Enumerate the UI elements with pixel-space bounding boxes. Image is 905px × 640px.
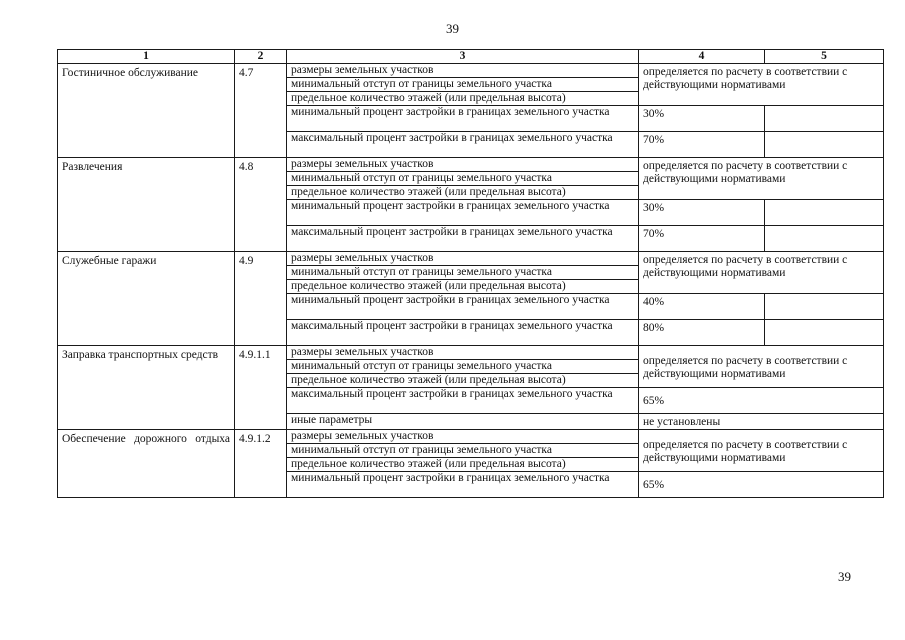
param-cell: максимальный процент застройки в границах земельного участка <box>287 132 639 158</box>
empty-cell <box>765 200 884 226</box>
param-cell: минимальный отступ от границы земельного участка <box>287 266 639 280</box>
param-cell: минимальный отступ от границы земельного участка <box>287 78 639 92</box>
land-use-name: Развлечения <box>58 158 235 252</box>
table-row <box>58 158 884 172</box>
param-cell: предельное количество этажей (или предельная высота) <box>287 458 639 472</box>
param-cell: размеры земельных участков <box>287 346 639 360</box>
merged-value-cell: определяется по расчету в соответствии с действующими нормативами <box>639 158 884 200</box>
param-cell: размеры земельных участков <box>287 430 639 444</box>
value-cell: 30% <box>639 106 765 132</box>
merged-value-cell: определяется по расчету в соответствии с действующими нормативами <box>639 346 884 388</box>
param-cell: размеры земельных участков <box>287 158 639 172</box>
empty-cell <box>765 132 884 158</box>
param-cell: размеры земельных участков <box>287 64 639 78</box>
param-cell: предельное количество этажей (или предельная высота) <box>287 186 639 200</box>
empty-cell <box>765 320 884 346</box>
value-cell: 80% <box>639 320 765 346</box>
param-cell: иные параметры <box>287 414 639 430</box>
land-use-name: Обеспечение дорожного отдыха <box>58 430 235 498</box>
land-use-code: 4.9.1.2 <box>235 430 287 498</box>
param-cell: минимальный отступ от границы земельного участка <box>287 172 639 186</box>
land-use-name: Служебные гаражи <box>58 252 235 346</box>
land-use-code: 4.9.1.1 <box>235 346 287 430</box>
merged-value-cell: определяется по расчету в соответствии с действующими нормативами <box>639 430 884 472</box>
value-cell: 40% <box>639 294 765 320</box>
param-cell: максимальный процент застройки в границах земельного участка <box>287 226 639 252</box>
param-cell: минимальный процент застройки в границах земельного участка <box>287 294 639 320</box>
land-use-name: Заправка транспортных средств <box>58 346 235 430</box>
param-cell: предельное количество этажей (или предельная высота) <box>287 92 639 106</box>
header-row <box>58 50 884 64</box>
empty-cell <box>765 294 884 320</box>
page-number-top: 39 <box>446 21 459 36</box>
param-cell: максимальный процент застройки в границах земельного участка <box>287 320 639 346</box>
table-row <box>58 252 884 266</box>
param-cell: предельное количество этажей (или предельная высота) <box>287 374 639 388</box>
param-cell: минимальный отступ от границы земельного участка <box>287 444 639 458</box>
value-cell: 65% <box>639 472 884 498</box>
table-row <box>58 430 884 444</box>
merged-value-cell: определяется по расчету в соответствии с действующими нормативами <box>639 64 884 106</box>
value-cell: 30% <box>639 200 765 226</box>
header-col-2: 2 <box>235 50 287 64</box>
header-col-1: 1 <box>58 50 235 64</box>
value-cell: 65% <box>639 388 884 414</box>
header-col-5: 5 <box>765 50 884 64</box>
value-cell: 70% <box>639 132 765 158</box>
header-col-4: 4 <box>639 50 765 64</box>
param-cell: размеры земельных участков <box>287 252 639 266</box>
param-cell: минимальный процент застройки в границах земельного участка <box>287 472 639 498</box>
land-use-code: 4.7 <box>235 64 287 158</box>
param-cell: предельное количество этажей (или предельная высота) <box>287 280 639 294</box>
empty-cell <box>765 226 884 252</box>
value-cell: не установлены <box>639 414 884 430</box>
header-col-3: 3 <box>287 50 639 64</box>
param-cell: минимальный процент застройки в границах земельного участка <box>287 200 639 226</box>
table-row <box>58 346 884 360</box>
table-row <box>58 64 884 78</box>
page-number-bottom: 39 <box>838 569 851 584</box>
param-cell: минимальный отступ от границы земельного участка <box>287 360 639 374</box>
land-use-code: 4.8 <box>235 158 287 252</box>
param-cell: минимальный процент застройки в границах земельного участка <box>287 106 639 132</box>
land-use-name: Гостиничное обслуживание <box>58 64 235 158</box>
land-use-code: 4.9 <box>235 252 287 346</box>
empty-cell <box>765 106 884 132</box>
merged-value-cell: определяется по расчету в соответствии с действующими нормативами <box>639 252 884 294</box>
param-cell: максимальный процент застройки в границах земельного участка <box>287 388 639 414</box>
value-cell: 70% <box>639 226 765 252</box>
regulations-table <box>57 49 884 498</box>
